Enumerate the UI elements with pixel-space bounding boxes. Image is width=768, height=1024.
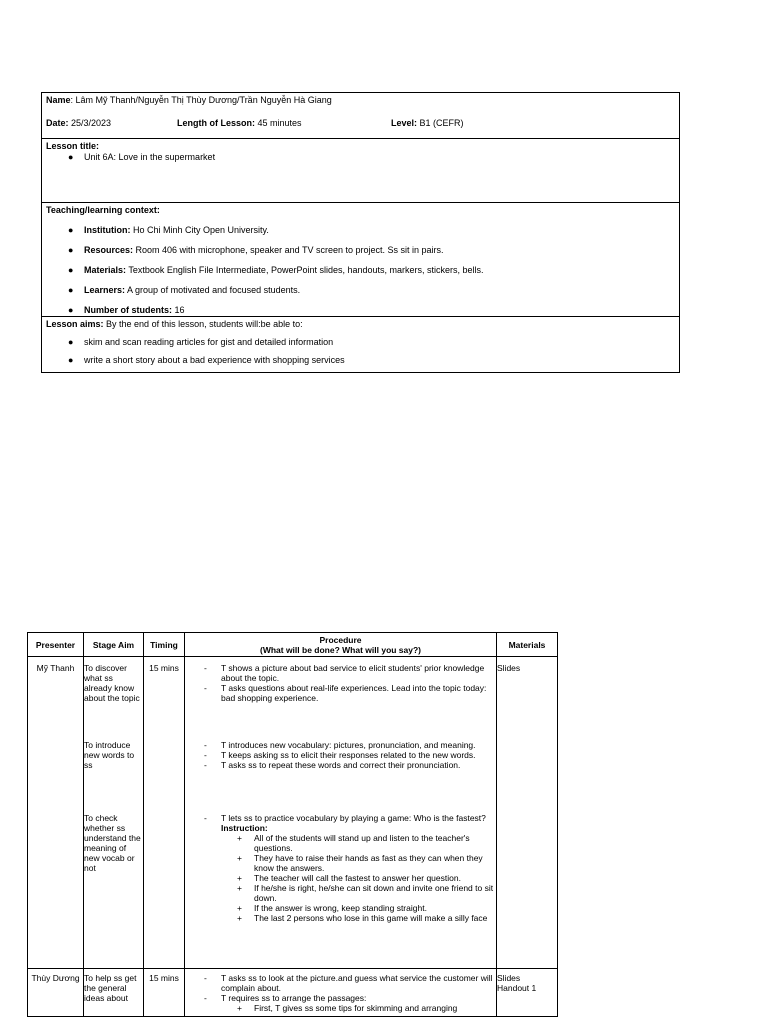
dash-icon: - xyxy=(204,760,207,770)
presenter-header: Presenter xyxy=(28,633,84,657)
procedure-header xyxy=(185,633,497,657)
table-row xyxy=(28,657,558,969)
stage-aim-text: To check whether ss understand the meaning of new vocab or not xyxy=(84,813,141,873)
presenter-name: Mỹ Thanh xyxy=(36,663,75,673)
sub-step-text: If he/she is right, he/she can sit down and invite one friend to sit down. xyxy=(254,883,494,903)
list-item xyxy=(185,760,496,770)
stage-aim-cell xyxy=(84,969,144,1017)
lesson-info-box xyxy=(41,92,680,373)
procedure-list xyxy=(185,740,496,813)
sub-step-text: If the answer is wrong, keep standing straight. xyxy=(254,903,427,913)
list-item xyxy=(185,873,496,883)
list-item xyxy=(185,883,496,903)
date-value: 25/3/2023 xyxy=(68,118,112,128)
list-item xyxy=(68,245,675,256)
list-item xyxy=(185,903,496,913)
context-item-text: Room 406 with microphone, speaker and TV screen to project. Ss sit in pairs. xyxy=(133,245,444,255)
procedure-cell xyxy=(185,657,497,969)
presenter-cell xyxy=(28,657,84,969)
table-header-row xyxy=(28,633,558,657)
stage-aim-text: To discover what ss already know about the topic xyxy=(84,663,140,703)
list-item xyxy=(68,305,675,316)
step-text: T shows a picture about bad service to elicit students' prior knowledge about the topic. xyxy=(221,663,485,683)
procedure-header-line2: (What will be done? What will you say?) xyxy=(259,644,422,655)
stage-aim-header: Stage Aim xyxy=(84,633,144,657)
list-item xyxy=(68,152,675,163)
name-label: Name xyxy=(46,95,71,105)
timing-cell xyxy=(144,657,185,969)
context-item-text: A group of motivated and focused students. xyxy=(125,285,301,295)
dash-icon: - xyxy=(204,750,207,760)
list-item xyxy=(68,337,675,348)
lesson-title-text: Unit 6A: Love in the supermarket xyxy=(84,152,216,162)
name-value: : Lâm Mỹ Thanh/Nguyễn Thị Thùy Dương/Trần Nguyễn Hà Giang xyxy=(70,95,332,105)
plus-icon: + xyxy=(237,903,242,913)
sub-step-text: First, T gives ss some tips for skimming and arranging xyxy=(254,1003,458,1013)
materials-text: Slides xyxy=(497,663,521,673)
instruction-label: Instruction: xyxy=(221,823,268,833)
context-item-label: Resources: xyxy=(84,245,134,255)
step-text: T keeps asking ss to elicit their responses related to the new words. xyxy=(221,750,476,760)
plus-icon: + xyxy=(237,883,242,893)
procedure-header-line1: Procedure xyxy=(319,634,362,645)
lesson-title-label: Lesson title: xyxy=(46,141,100,151)
list-item xyxy=(185,663,496,683)
list-item xyxy=(185,973,496,993)
aims-heading xyxy=(46,319,675,330)
dash-icon: - xyxy=(204,683,207,693)
step-text: T introduces new vocabulary: pictures, pronunciation, and meaning. xyxy=(221,740,476,750)
context-section xyxy=(42,203,679,317)
stage-aim-text: To introduce new words to ss xyxy=(84,740,135,770)
context-item-text: Ho Chi Minh City Open University. xyxy=(130,225,269,235)
lesson-title-section xyxy=(42,139,679,203)
list-item xyxy=(185,993,496,1003)
materials-text: Handout 1 xyxy=(497,983,537,993)
date-group xyxy=(46,118,177,129)
procedure-list xyxy=(185,973,496,1013)
stage-aim-text: To help ss get the general ideas about xyxy=(84,973,137,1003)
bullet-icon: ● xyxy=(68,225,74,235)
context-item-label: Institution: xyxy=(84,225,131,235)
table-row xyxy=(28,969,558,1017)
plus-icon: + xyxy=(237,833,242,843)
presenter-name: Thùy Dương xyxy=(31,973,80,983)
aims-label: Lesson aims: xyxy=(46,319,104,329)
stage-aim-cell xyxy=(84,657,144,969)
length-group xyxy=(177,118,391,129)
context-item-text: Textbook English File Intermediate, PowerPoint slides, handouts, markers, stickers, bells. xyxy=(126,265,484,275)
context-item-text: 16 xyxy=(172,305,185,315)
dash-icon: - xyxy=(204,663,207,673)
procedure-list xyxy=(185,663,496,740)
materials-text: Slides xyxy=(497,973,521,983)
materials-cell xyxy=(497,969,558,1017)
level-label: Level: xyxy=(391,118,418,128)
sub-step-text: The last 2 persons who lose in this game will make a silly face xyxy=(254,913,488,923)
step-text: T asks ss to repeat these words and correct their pronunciation. xyxy=(221,760,461,770)
date-label: Date: xyxy=(46,118,69,128)
timing-cell xyxy=(144,969,185,1017)
aims-section xyxy=(42,317,679,372)
bullet-icon: ● xyxy=(68,245,74,255)
context-label: Teaching/learning context: xyxy=(46,205,160,215)
list-item xyxy=(185,740,496,750)
dash-icon: - xyxy=(204,813,207,823)
lesson-title-list xyxy=(46,152,675,163)
bullet-icon: ● xyxy=(68,305,74,315)
plus-icon: + xyxy=(237,873,242,883)
bullet-icon: ● xyxy=(68,337,74,347)
sub-step-text: They have to raise their hands as fast as they can when they know the answers. xyxy=(254,853,483,873)
materials-cell xyxy=(497,657,558,969)
list-item xyxy=(185,913,496,923)
materials-header: Materials xyxy=(497,633,558,657)
level-group xyxy=(391,118,464,129)
list-item xyxy=(185,750,496,760)
timing-text: 15 mins xyxy=(149,663,179,673)
list-item xyxy=(185,813,496,823)
date-line xyxy=(46,118,675,129)
list-item xyxy=(68,225,675,236)
context-item-label: Materials: xyxy=(84,265,127,275)
sub-step-text: The teacher will call the fastest to answer her question. xyxy=(254,873,461,883)
context-item-label: Number of students: xyxy=(84,305,173,315)
length-label: Length of Lesson: xyxy=(177,118,255,128)
dash-icon: - xyxy=(204,740,207,750)
aims-list xyxy=(46,337,675,366)
plus-icon: + xyxy=(237,1003,242,1013)
list-item xyxy=(185,833,496,853)
procedure-list xyxy=(185,813,496,823)
sub-step-text: All of the students will stand up and listen to the teacher's questions. xyxy=(254,833,470,853)
list-item xyxy=(185,853,496,873)
aim-text: write a short story about a bad experience with shopping services xyxy=(84,355,345,365)
name-line xyxy=(46,95,675,106)
procedure-cell xyxy=(185,969,497,1017)
header-section xyxy=(42,93,679,139)
presenter-cell xyxy=(28,969,84,1017)
context-list xyxy=(46,225,675,316)
context-item-label: Learners: xyxy=(84,285,126,295)
bullet-icon: ● xyxy=(68,355,74,365)
instruction-list xyxy=(185,833,496,923)
aims-intro: By the end of this lesson, students will:be able to: xyxy=(103,319,303,329)
aim-text: skim and scan reading articles for gist and detailed information xyxy=(84,337,334,347)
bullet-icon: ● xyxy=(68,152,74,162)
bullet-icon: ● xyxy=(68,265,74,275)
plus-icon: + xyxy=(237,913,242,923)
list-item xyxy=(185,1003,496,1013)
length-value: 45 minutes xyxy=(255,118,302,128)
step-text: T asks questions about real-life experiences. Lead into the topic today: bad shopping experience. xyxy=(221,683,487,703)
procedure-table xyxy=(27,632,558,1017)
level-value: B1 (CEFR) xyxy=(417,118,464,128)
step-text: T requires ss to arrange the passages: xyxy=(221,993,367,1003)
list-item xyxy=(68,265,675,276)
list-item xyxy=(185,683,496,703)
list-item xyxy=(68,355,675,366)
dash-icon: - xyxy=(204,993,207,1003)
timing-header: Timing xyxy=(144,633,185,657)
bullet-icon: ● xyxy=(68,285,74,295)
plus-icon: + xyxy=(237,853,242,863)
dash-icon: - xyxy=(204,973,207,983)
timing-text: 15 mins xyxy=(149,973,179,983)
list-item xyxy=(68,285,675,296)
step-text: T asks ss to look at the picture.and guess what service the customer will complain about. xyxy=(221,973,493,993)
step-text: T lets ss to practice vocabulary by playing a game: Who is the fastest? xyxy=(221,813,486,823)
